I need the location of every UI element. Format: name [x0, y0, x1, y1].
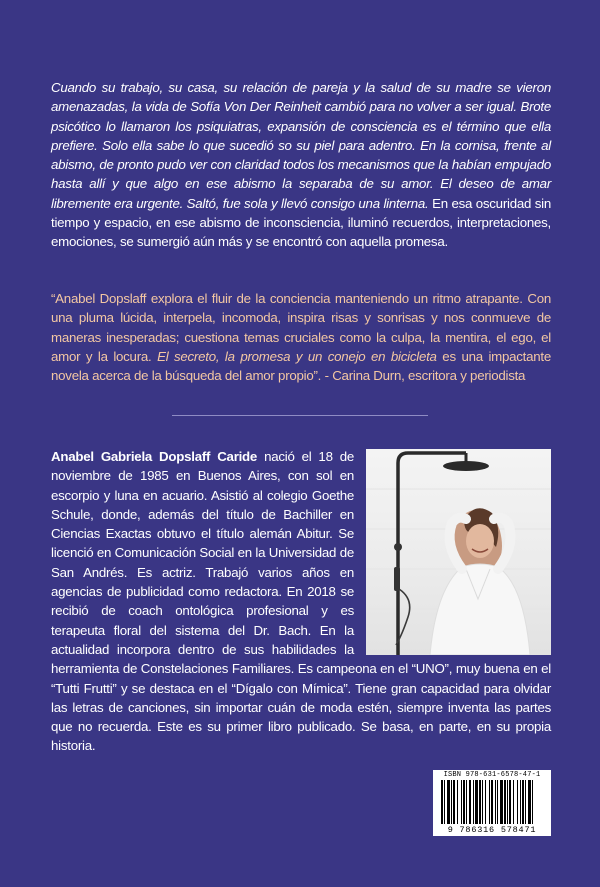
isbn-number: 9 786316 578471 — [447, 825, 537, 835]
quote-text-start: “Anabel Dopslaff explora el fluir de la conciencia manteniendo un ritmo atrapante. Con una pluma lúcida, interpela, incomoda, inspira risas y sonrisas y nos conmueve de maneras inesperadas; cuestiona temas cruciales como la culpa, la mentira, el ego, el amor y la locura. — [51, 291, 551, 364]
section-divider — [172, 415, 428, 416]
quote-text-end: es una impactante novela acerca de la búsqueda del amor propio”. - Carina Durn, escritora y periodista — [51, 348, 552, 384]
back-cover-synopsis — [51, 78, 551, 252]
quote-book-title: El secreto, la promesa y un conejo en bicicleta — [157, 348, 437, 364]
isbn-barcode — [433, 770, 551, 836]
author-bio — [51, 447, 551, 756]
review-quote — [51, 289, 551, 385]
synopsis-italic-text: Cuando su trabajo, su casa, su relación de pareja y la salud de su madre se vieron amenazadas, la vida de Sofía Von Der Reinheit cambió para no volver a ser igual. Brote psicótico lo llamaron los psiquiatras, expansión de consciencia es el término que ella prefiere. Solo ella sabe lo que sucedió so su piel para adentro. En la cornisa, frente al abismo, de pronto pudo ver con claridad todos los mecanismos que la habían empujado hasta allí y que algo en ese abismo la separaba de su amor. El deseo de amar libremente era urgente. Saltó, fue sola y llevó consigo una linterna. — [51, 80, 551, 211]
isbn-label: ISBN 978-631-6578-47-1 — [443, 771, 541, 779]
author-name: Anabel Gabriela Dopslaff Caride — [51, 449, 258, 464]
synopsis-regular-text: En esa oscuridad sin tiempo y espacio, en ese abismo de inconsciencia, iluminó recuerdos, interpretaciones, emociones, se sumergió aún más y se encontró con aquella promesa. — [51, 195, 551, 250]
author-bio-text: nació el 18 de noviembre de 1985 en Buenos Aires, con sol en escorpio y luna en acuario. Asistió al colegio Goethe Schule, donde, además del título de Bachiller en Ciencias Exactas obtuvo el título alemán Abitur. Se licenció en Comunicación Social en la Universidad de San Andrés. Es actriz. Trabajó varios años en agencias de publicidad como redactora. En 2018 se recibió de coach ontológica profesional y es terapeuta floral del sistema del Dr. Bach. En la actualidad incorpora dentro de sus habilidades la herramienta de Constelaciones Familiares. Es campeona en el “UNO”, muy buena en el “Tutti Frutti” y se destaca en el “Dígalo con Mímica”. Tiene gran capacidad para olvidar las letras de canciones, sin importar cuán de moda estén, siempre inventa las partes que no recuerda. Este es su primer libro publicado. Se basa, en parte, en su propia historia. — [51, 449, 551, 754]
